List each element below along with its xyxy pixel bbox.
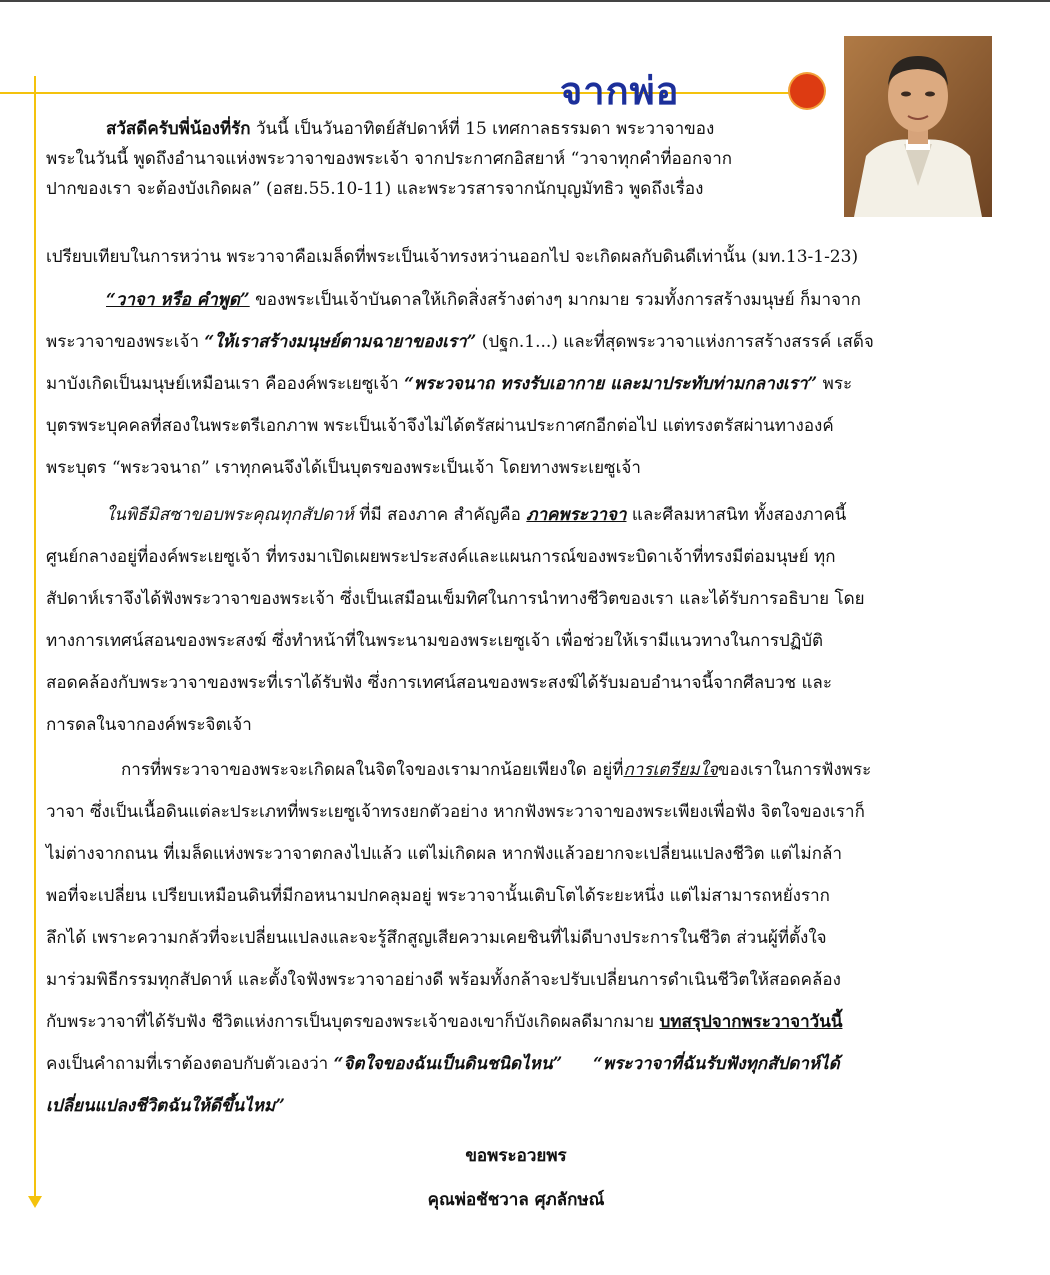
text-line: มาบังเกิดเป็นมนุษย์เหมือนเรา คือองค์พระเยซูเจ้า — [46, 374, 405, 394]
paragraph-4-line-3: ไม่ต่างจากถนน ที่เมล็ดแห่งพระวาจาตกลงไปแล้ว แต่ไม่เกิดผล หากฟังแล้วอยากจะเปลี่ยนแปลงชีวิต แต่ไม่กล้า — [46, 844, 842, 864]
header-rule — [0, 92, 800, 94]
circle-bullet-icon — [790, 74, 824, 108]
paragraph-3-line-1 — [46, 500, 986, 530]
paragraph-4-line-5: ลึกได้ เพราะความกลัวที่จะเปลี่ยนแปลงและจะรู้สึกสูญเสียความเคยชินที่ไม่ดีบางประการในชีวิต ส่วนผู้ที่ตั้งใจ — [46, 928, 827, 948]
text-line: (ปฐก.1...) และที่สุดพระวาจาแห่งการสร้างสรรค์ เสด็จ — [476, 332, 874, 352]
paragraph-2 — [46, 285, 986, 483]
text-line: ของเราในการฟังพระ — [717, 760, 872, 780]
text-line: การที่พระวาจาของพระจะเกิดผลในจิตใจของเรามากน้อยเพียงใด อยู่ที่ — [121, 760, 624, 780]
paragraph-4-line-6: มาร่วมพิธีกรรมทุกสัปดาห์ และตั้งใจฟังพระวาจาอย่างดี พร้อมทั้งกล้าจะปรับเปลี่ยนการดำเนินชีวิตให้สอดคล้อง — [46, 970, 841, 990]
paragraph-1-line-3: ปากของเรา จะต้องบังเกิดผล” (อสย.55.10-11) และพระวรสารจากนักบุญมัทธิว พูดถึงเรื่อง — [46, 179, 704, 199]
question-1: “จิตใจของฉันเป็นดินชนิดไหน” — [333, 1054, 563, 1074]
paragraph-3-line-4: ทางการเทศน์สอนของพระสงฆ์ ซึ่งทำหน้าที่ในพระนามของพระเยซูเจ้า เพื่อช่วยให้เรามีแนวทางในการปฏิบัติ — [46, 631, 824, 651]
paragraph-2-line-4: บุตรพระบุคคลที่สองในพระตรีเอกภาพ พระเป็นเจ้าจึงไม่ได้ตรัสผ่านประกาศกอีกต่อไป แต่ทรงตรัสผ่านทางองค์ — [46, 416, 834, 436]
paragraph-1 — [46, 114, 836, 204]
text-line: พระวาจาของพระเจ้า — [46, 332, 205, 352]
paragraph-4-line-7 — [46, 1007, 986, 1037]
paragraph-3-line-2: ศูนย์กลางอยู่ที่องค์พระเยซูเจ้า ที่ทรงมาเปิดเผยพระประสงค์และแผนการณ์ของพระบิดาเจ้าที่ทรงมีต่อมนุษย์ ทุก — [46, 547, 836, 567]
text-line: ที่มี สองภาค สำคัญคือ — [353, 505, 527, 525]
page-title: จากพ่อ — [560, 69, 680, 113]
paragraph-1-line-1 — [46, 114, 836, 144]
text-line: พระ — [817, 374, 853, 394]
paragraph-4 — [46, 755, 986, 1121]
emphasis-phrase: ในพิธีมิสซาขอบพระคุณทุกสัปดาห์ — [106, 505, 354, 525]
paragraph-3-line-5: สอดคล้องกับพระวาจาของพระที่เราได้รับฟัง ซึ่งการเทศน์สอนของพระสงฆ์ได้รับมอบอำนาจนี้จากศีลบวช และ — [46, 673, 832, 693]
emphasis-phrase: “วาจา หรือ คำพูด” — [106, 290, 250, 310]
blessing: ขอพระอวยพร — [465, 1146, 567, 1166]
paragraph-2-line-3 — [46, 369, 986, 399]
signature: คุณพ่อชัชวาล ศุภลักษณ์ — [427, 1190, 605, 1210]
text-line: กับพระวาจาที่ได้รับฟัง ชีวิตแห่งการเป็นบุตรของพระเจ้าของเขาก็บังเกิดผลดีมากมาย — [46, 1012, 660, 1032]
quote: “พระวจนาถ ทรงรับเอากาย และมาประทับท่ามกลางเรา” — [404, 374, 818, 394]
top-border — [0, 0, 1050, 2]
author-photo — [844, 36, 992, 217]
key-term: ภาคพระวาจา — [526, 505, 627, 525]
paragraph-4-line-8 — [46, 1049, 986, 1079]
paragraph-4-line-1 — [46, 755, 986, 785]
paragraph-1-line-2: พระในวันนี้ พูดถึงอำนาจแห่งพระวาจาของพระเจ้า จากประกาศกอิสยาห์ “วาจาทุกคำที่ออกจาก — [46, 149, 733, 169]
text-line: ของพระเป็นเจ้าบันดาลให้เกิดสิ่งสร้างต่างๆ มากมาย รวมทั้งการสร้างมนุษย์ ก็มาจาก — [249, 290, 861, 310]
paragraph-4-line-2: วาจา ซึ่งเป็นเนื้อดินแต่ละประเภทที่พระเยซูเจ้าทรงยกตัวอย่าง หากฟังพระวาจาของพระเพียงเพื่อฟัง จิตใจของเราก็ — [46, 802, 865, 822]
arrow-down-icon — [28, 1196, 42, 1208]
paragraph-3-line-6: การดลในจากองค์พระจิตเจ้า — [46, 715, 252, 735]
paragraph-3-line-3: สัปดาห์เราจึงได้ฟังพระวาจาของพระเจ้า ซึ่งเป็นเสมือนเข็มทิศในการนำทางชีวิตของเรา และได้รับการอธิบาย โดย — [46, 589, 865, 609]
paragraph-3 — [46, 500, 986, 740]
quote: “ให้เราสร้างมนุษย์ตามฉายาของเรา” — [204, 332, 477, 352]
paragraph-4-line-4: พอที่จะเปลี่ยน เปรียบเหมือนดินที่มีกอหนามปกคลุมอยู่ พระวาจานั้นเติบโตได้ระยะหนึ่ง แต่ไม่สามารถหยั่งราก — [46, 886, 830, 906]
question-2: “พระวาจาที่ฉันรับฟังทุกสัปดาห์ได้ — [593, 1054, 840, 1074]
paragraph-4-line-9: เปลี่ยนแปลงชีวิตฉันให้ดีขึ้นไหม” — [46, 1096, 285, 1116]
paragraph-2-line-1 — [46, 285, 986, 315]
key-term: บทสรุปจากพระวาจาวันนี้ — [659, 1012, 843, 1032]
greeting: สวัสดีครับพี่น้องที่รัก — [106, 119, 251, 139]
text-line: วันนี้ เป็นวันอาทิตย์สัปดาห์ที่ 15 เทศกาลธรรมดา พระวาจาของ — [256, 119, 715, 139]
paragraph-1-line-4: เปรียบเทียบในการหว่าน พระวาจาคือเมล็ดที่พระเป็นเจ้าทรงหว่านออกไป จะเกิดผลกับดินดีเท่านั้น (มท.13-1-23) — [46, 247, 859, 267]
text-line: และศีลมหาสนิท ทั้งสองภาคนี้ — [626, 505, 847, 525]
paragraph-2-line-5: พระบุตร “พระวจนาถ” เราทุกคนจึงได้เป็นบุตรของพระเป็นเจ้า โดยทางพระเยซูเจ้า — [46, 458, 641, 478]
margin-rule — [34, 76, 36, 1196]
text-line: คงเป็นคำถามที่เราต้องตอบกับตัวเองว่า — [46, 1054, 334, 1074]
key-term: การเตรียมใจ — [623, 760, 718, 780]
paragraph-2-line-2 — [46, 327, 986, 357]
